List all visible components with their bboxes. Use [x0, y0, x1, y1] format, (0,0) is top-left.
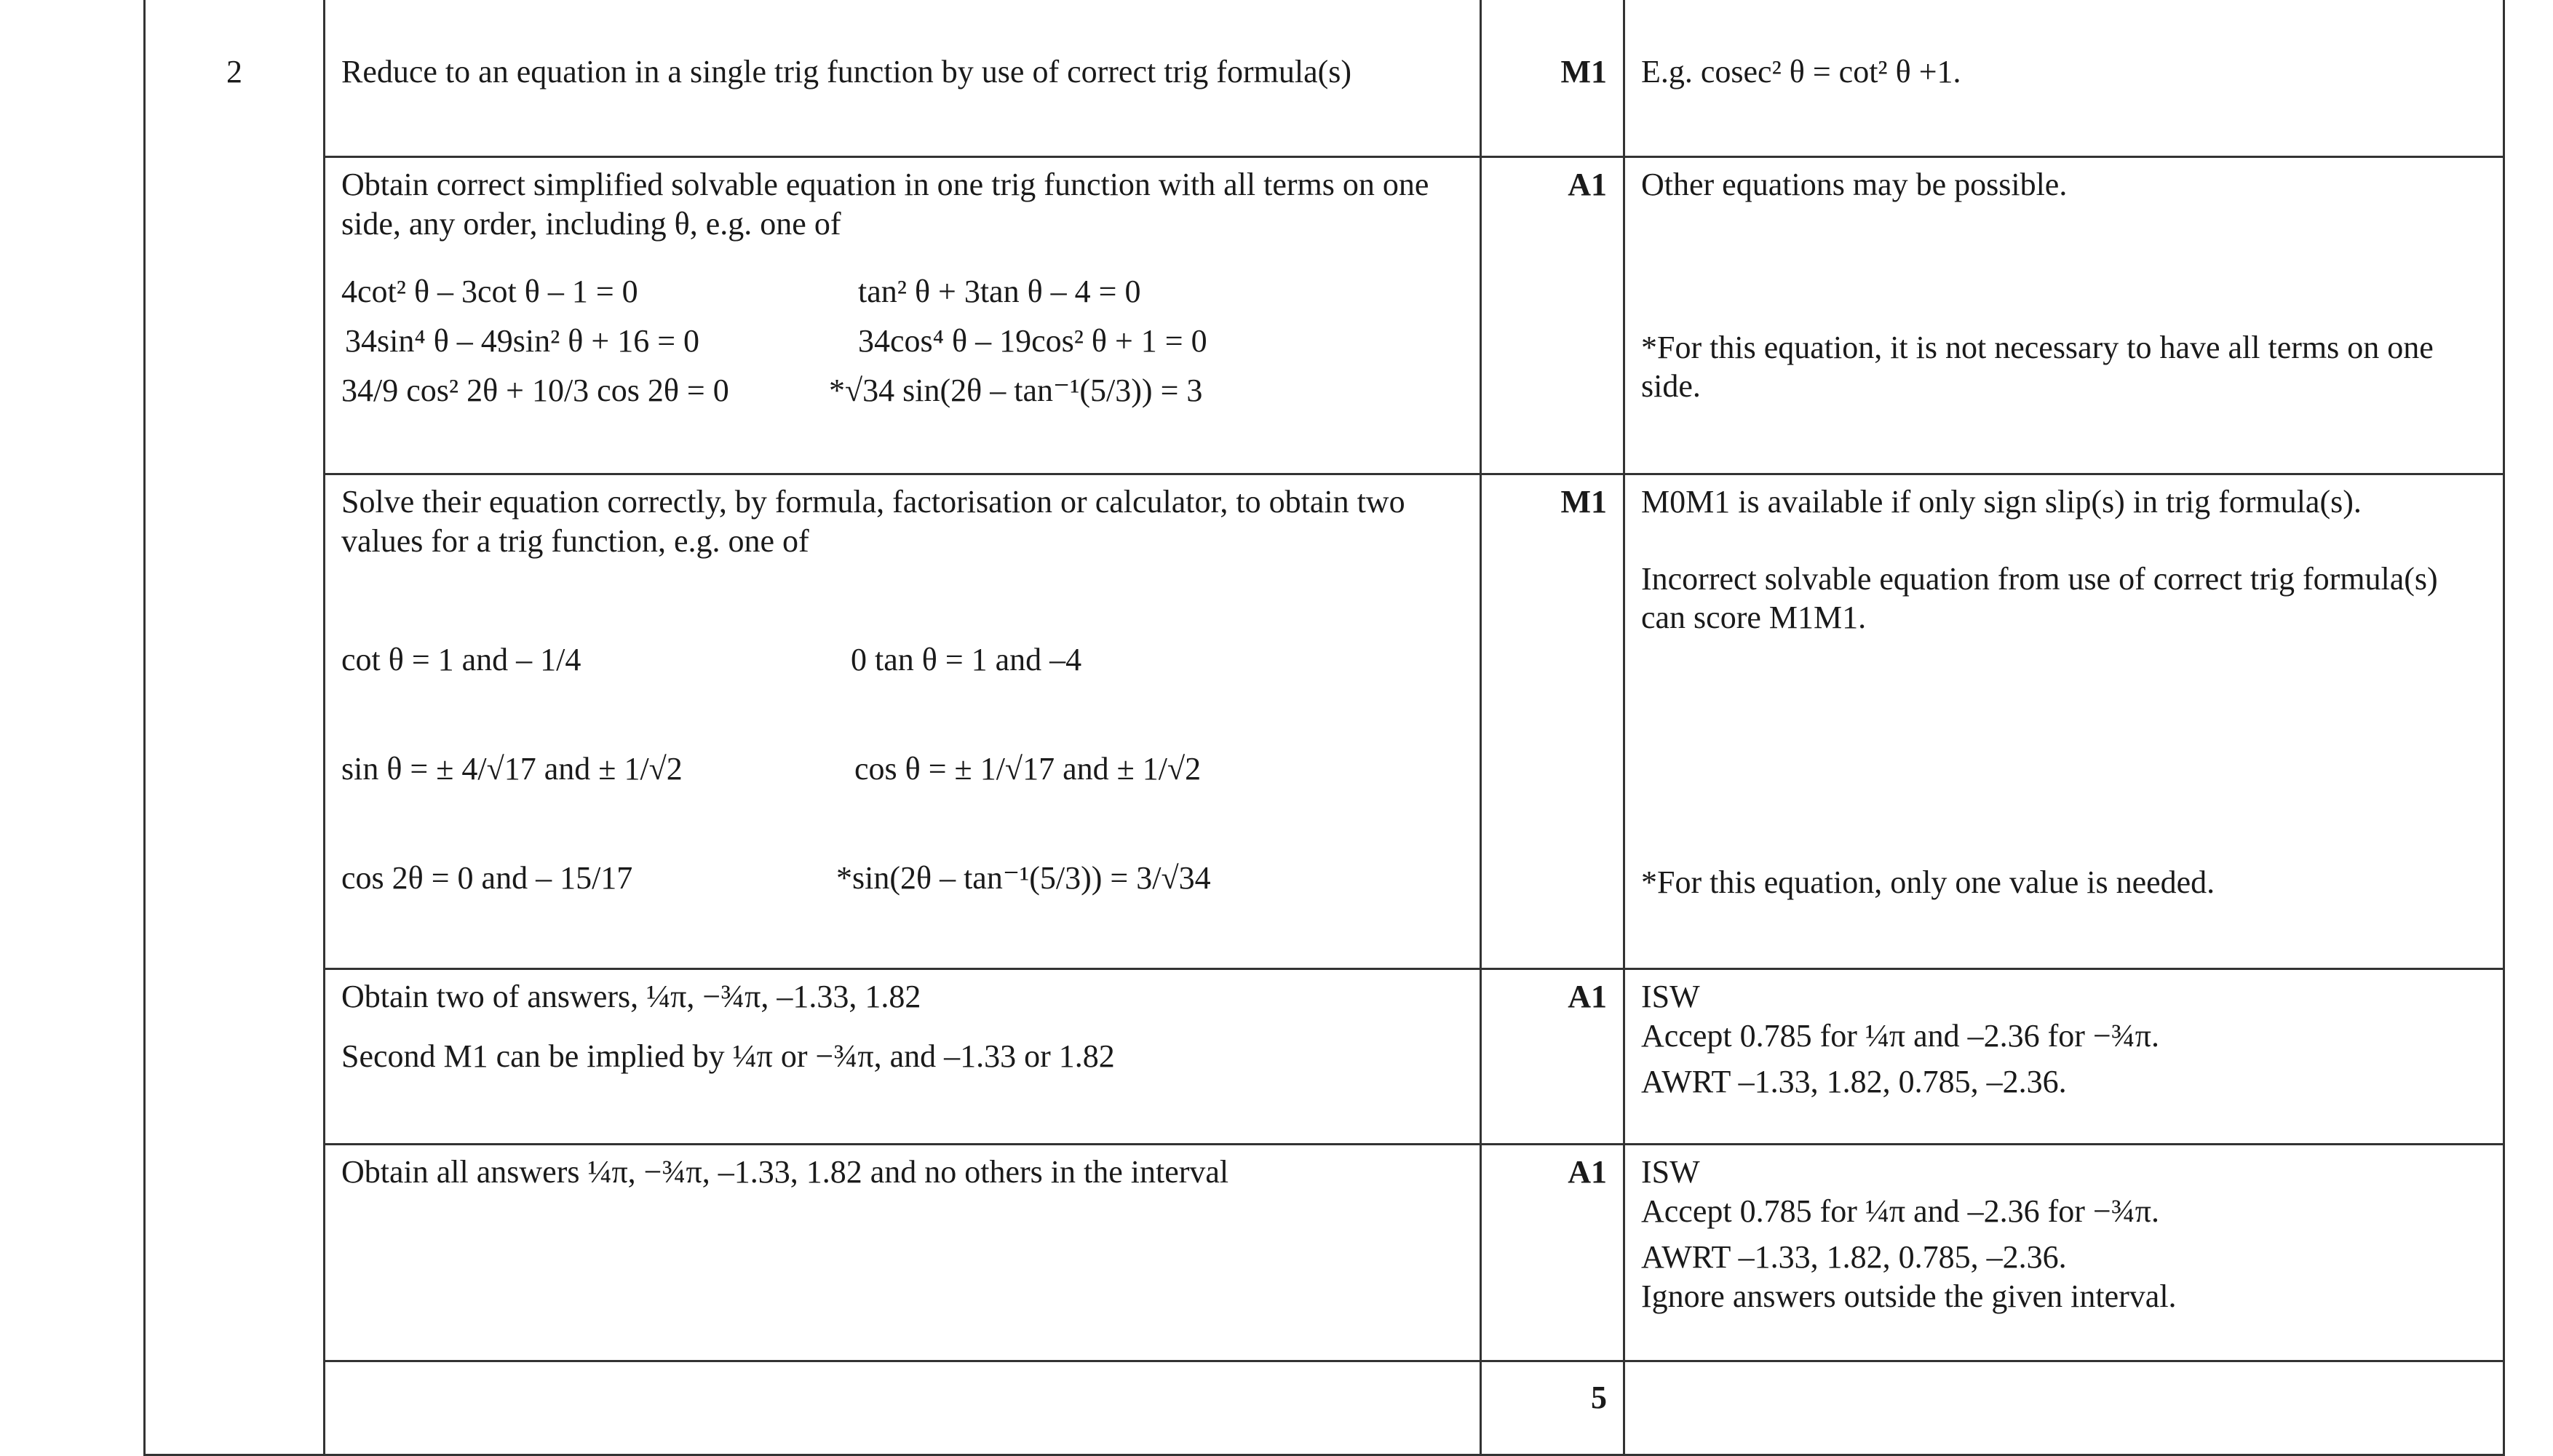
guidance-text: Incorrect solvable equation from use of correct trig formula(s) can score M1M1. [1641, 560, 2438, 636]
mark-cell [1481, 0, 1624, 157]
guidance-text: ISW [1641, 1154, 1700, 1190]
trig-value: cot θ = 1 and – 1/4 [341, 642, 581, 678]
table-row [145, 1145, 2504, 1361]
equation: *√34 sin(2θ – tan⁻¹(5/3)) = 3 [829, 373, 1203, 409]
answer-cell [325, 0, 1481, 157]
guidance-cell [1624, 157, 2504, 474]
mark-label: M1 [1560, 484, 1607, 520]
trig-value: cos 2θ = 0 and – 15/17 [341, 860, 633, 896]
answer-cell [325, 474, 1481, 969]
table-row [145, 1361, 2504, 1455]
answer-cell [325, 1361, 1481, 1455]
guidance-text: Accept 0.785 for ¼π and –2.36 for −¾π. [1641, 1017, 2159, 1054]
guidance-text: AWRT –1.33, 1.82, 0.785, –2.36. [1641, 1239, 2067, 1276]
guidance-text: *For this equation, it is not necessary to have all terms on one side. [1641, 329, 2434, 405]
answer-text: Second M1 can be implied by ¼π or −¾π, and –1.33 or 1.82 [341, 1038, 1115, 1074]
mark-cell [1481, 157, 1624, 474]
trig-value: cos θ = ± 1/√17 and ± 1/√2 [854, 751, 1202, 787]
guidance-text: Ignore answers outside the given interval. [1641, 1278, 2177, 1315]
value-grid [341, 560, 1464, 924]
total-mark: 5 [1591, 1380, 1607, 1415]
mark-label: M1 [1560, 54, 1607, 89]
equation: 34/9 cos² 2θ + 10/3 cos 2θ = 0 [341, 373, 729, 409]
equation: 34sin⁴ θ – 49sin² θ + 16 = 0 [345, 323, 700, 359]
question-number: 2 [226, 54, 242, 89]
mark-cell [1481, 474, 1624, 969]
question-number-cell [145, 0, 325, 1455]
table-row [145, 0, 2504, 157]
guidance-text: M0M1 is available if only sign slip(s) in trig formula(s). [1641, 484, 2362, 520]
guidance-text: E.g. cosec² θ = cot² θ +1. [1641, 54, 1961, 89]
mark-label: A1 [1568, 979, 1607, 1014]
mark-scheme-table [143, 0, 2505, 1456]
mark-label: A1 [1568, 167, 1607, 202]
guidance-cell [1624, 1145, 2504, 1361]
guidance-text: AWRT –1.33, 1.82, 0.785, –2.36. [1641, 1064, 2067, 1100]
guidance-cell [1624, 474, 2504, 969]
equation: tan² θ + 3tan θ – 4 = 0 [858, 274, 1141, 310]
answer-text: Reduce to an equation in a single trig function by use of correct trig formula(s) [341, 54, 1352, 89]
guidance-text: Other equations may be possible. [1641, 167, 2068, 202]
table-row [145, 474, 2504, 969]
answer-intro: Solve their equation correctly, by formula, factorisation or calculator, to obtain two values for a trig function, e.g. one of [341, 484, 1405, 559]
mark-label: A1 [1568, 1154, 1607, 1190]
table-row [145, 157, 2504, 474]
guidance-cell [1624, 0, 2504, 157]
answer-cell [325, 969, 1481, 1145]
trig-value: sin θ = ± 4/√17 and ± 1/√2 [341, 751, 683, 787]
equation: 4cot² θ – 3cot θ – 1 = 0 [341, 274, 638, 310]
answer-text: Obtain all answers ¼π, −¾π, –1.33, 1.82 and no others in the interval [341, 1154, 1229, 1190]
answer-cell [325, 1145, 1481, 1361]
guidance-text: *For this equation, only one value is needed. [1641, 864, 2215, 901]
guidance-cell [1624, 969, 2504, 1145]
total-mark-cell [1481, 1361, 1624, 1455]
answer-intro: Obtain correct simplified solvable equation in one trig function with all terms on one side, any order, including θ, e.g. one of [341, 167, 1429, 242]
trig-value: 0 tan θ = 1 and –4 [851, 642, 1082, 678]
mark-cell [1481, 1145, 1624, 1361]
table-row [145, 969, 2504, 1145]
equation: 34cos⁴ θ – 19cos² θ + 1 = 0 [858, 323, 1207, 359]
answer-text: Obtain two of answers, ¼π, −¾π, –1.33, 1.82 [341, 979, 921, 1014]
guidance-cell [1624, 1361, 2504, 1455]
trig-value: *sin(2θ – tan⁻¹(5/3)) = 3/√34 [836, 860, 1211, 896]
equation-grid [341, 243, 1464, 418]
mark-cell [1481, 969, 1624, 1145]
guidance-text: Accept 0.785 for ¼π and –2.36 for −¾π. [1641, 1193, 2159, 1229]
answer-cell [325, 157, 1481, 474]
guidance-text: ISW [1641, 979, 1700, 1014]
